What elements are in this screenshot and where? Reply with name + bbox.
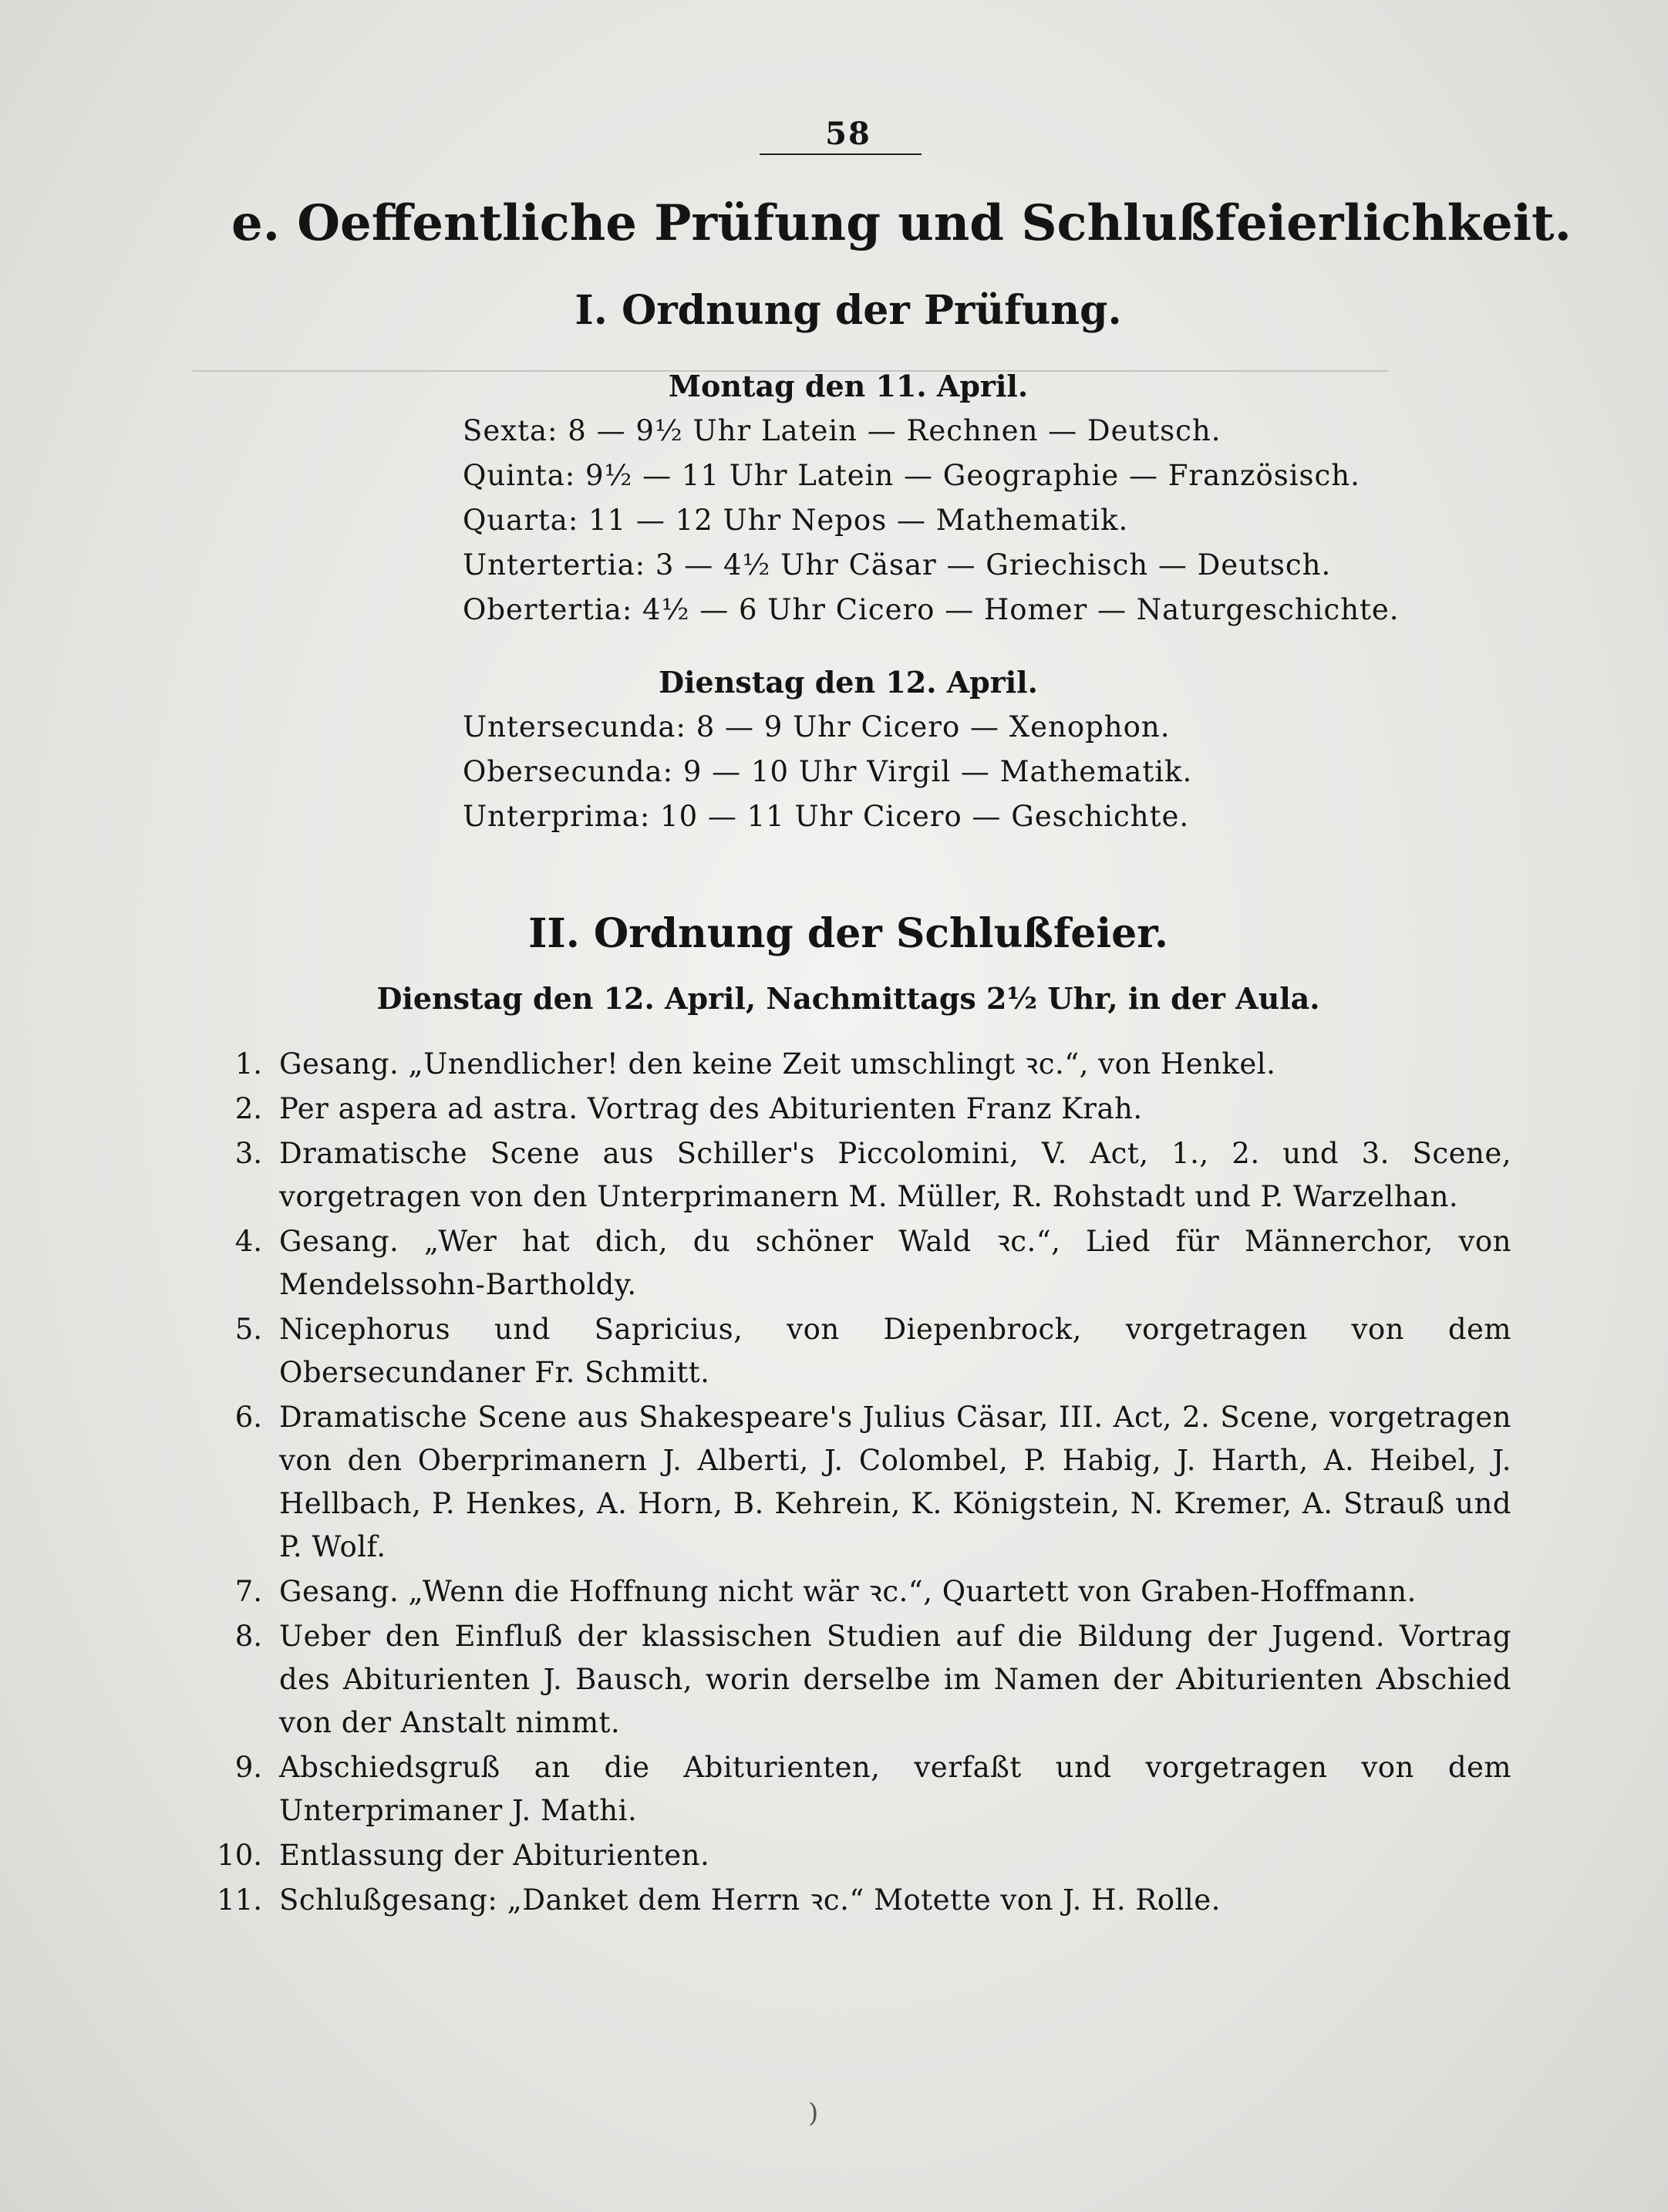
item-text: Abschiedsgruß an die Abiturienten, verfaßt und vorgetragen von dem Unterprimaner J. Mathi. [279,1751,1511,1827]
item-number: 9. [234,1751,262,1784]
item-number: 7. [234,1575,262,1608]
ceremony-subtitle: Dienstag den 12. April, Nachmittags 2½ Uhr, in der Aula. [376,981,1320,1016]
page-number-rule [760,153,922,155]
list-item [200,1087,1511,1131]
list-item [200,1834,1511,1877]
item-text: Gesang. „Wer hat dich, du schöner Wald ꝛc.“, Lied für Männerchor, von Mendelssohn-Bartholdy. [279,1225,1511,1301]
list-item [200,1396,1511,1569]
item-text: Schlußgesang: „Danket dem Herrn ꝛc.“ Motette von J. H. Rolle. [279,1883,1221,1917]
item-number: 1. [234,1047,262,1081]
exam-line: Untersecunda: 8 — 9 Uhr Cicero — Xenophon. [463,710,1171,744]
item-text: Gesang. „Unendlicher! den keine Zeit umschlingt ꝛc.“, von Henkel. [279,1047,1276,1081]
list-item [200,1615,1511,1745]
list-item [200,1220,1511,1307]
page-title: e. Oeffentliche Prüfung und Schlußfeierlichkeit. [231,194,1572,252]
exam-line: Sexta: 8 — 9½ Uhr Latein — Rechnen — Deutsch. [463,414,1222,447]
item-number: 2. [234,1092,262,1125]
exam-section-title: I. Ordnung der Prüfung. [575,287,1122,334]
item-number: 10. [217,1839,262,1872]
item-text: Per aspera ad astra. Vortrag des Abiturienten Franz Krah. [279,1092,1143,1125]
item-number: 5. [234,1313,262,1346]
exam-line: Unterprima: 10 — 11 Uhr Cicero — Geschichte. [463,800,1190,833]
exam-line: Obersecunda: 9 — 10 Uhr Virgil — Mathematik. [463,755,1193,788]
item-text: Entlassung der Abiturienten. [279,1839,710,1872]
ceremony-section-title: II. Ordnung der Schlußfeier. [528,910,1168,957]
exam-line: Quarta: 11 — 12 Uhr Nepos — Mathematik. [463,504,1129,537]
item-number: 6. [234,1401,262,1434]
list-item [200,1132,1511,1219]
exam-schedule-monday [463,409,1465,632]
item-text: Dramatische Scene aus Schiller's Piccolomini, V. Act, 1., 2. und 3. Scene, vorgetragen von den Unterprimanern M. Müller, R. Rohstadt und P. Warzelhan. [279,1137,1511,1213]
day-heading-monday: Montag den 11. April. [668,369,1029,403]
page-number: 58 [825,116,871,152]
list-item [200,1879,1511,1922]
item-text: Dramatische Scene aus Shakespeare's Julius Cäsar, III. Act, 2. Scene, vorgetragen von den Oberprimanern J. Alberti, J. Colombel, P. Habig, J. Harth, A. Heibel, J. Hellbach, P. Henkes, A. Horn, B. Kehrein, K. Königstein, N. Kremer, A. Strauß und P. Wolf. [279,1401,1511,1563]
exam-line: Quinta: 9½ — 11 Uhr Latein — Geographie — Französisch. [463,459,1360,492]
list-item [200,1308,1511,1394]
ceremony-program-list [200,1043,1511,1924]
exam-schedule-tuesday [463,705,1465,839]
item-number: 8. [234,1620,262,1653]
exam-line: Obertertia: 4½ — 6 Uhr Cicero — Homer — Naturgeschichte. [463,593,1400,626]
list-item [200,1570,1511,1613]
item-text: Gesang. „Wenn die Hoffnung nicht wär ꝛc.“, Quartett von Graben-Hoffmann. [279,1575,1417,1608]
item-text: Nicephorus und Sapricius, von Diepenbrock, vorgetragen von dem Obersecundaner Fr. Schmitt. [279,1313,1511,1389]
bottom-mark: ) [808,2098,819,2129]
item-number: 4. [234,1225,262,1258]
day-heading-tuesday: Dienstag den 12. April. [659,665,1038,700]
item-text: Ueber den Einfluß der klassischen Studien auf die Bildung der Jugend. Vortrag des Abiturienten J. Bausch, worin derselbe im Namen der Abiturienten Abschied von der Anstalt nimmt. [279,1620,1511,1739]
list-item [200,1746,1511,1833]
list-item [200,1043,1511,1086]
item-number: 11. [217,1883,262,1917]
item-number: 3. [234,1137,262,1170]
exam-line: Untertertia: 3 — 4½ Uhr Cäsar — Griechisch — Deutsch. [463,548,1332,582]
